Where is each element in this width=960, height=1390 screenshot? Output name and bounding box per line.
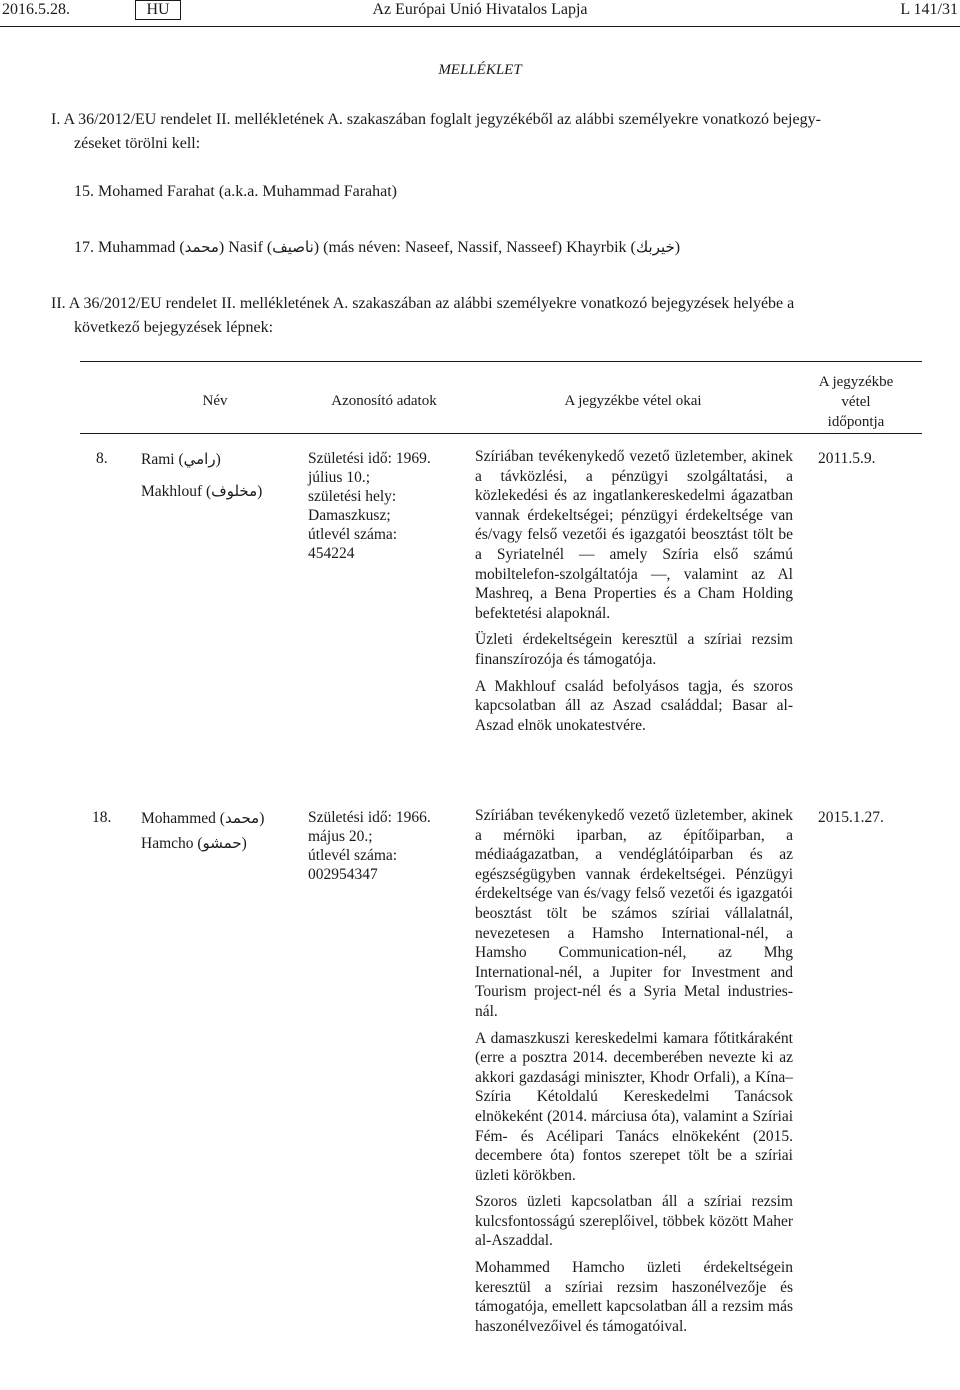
- surname-arabic: مخلوف: [211, 482, 258, 500]
- id-line: Születési idő: 1969.: [308, 450, 431, 467]
- reason-paragraph: Szoros üzleti kapcsolatban áll a szíriai rezsim kulcsfontosságú szereplőivel, többek között Maher al-Aszaddal.: [475, 1193, 793, 1250]
- table-header-rule: [80, 433, 922, 434]
- journal-title: Az Európai Unió Hivatalos Lapja: [372, 1, 588, 18]
- section1-line1: I. A 36/2012/EU rendelet II. mellékletének A. szakaszában foglalt jegyzékéből az alábbi személyekre vonatkozó bejegy-: [51, 111, 821, 128]
- item17-prefix: 17. Muhammad (: [74, 239, 185, 256]
- surname-paren: ): [257, 483, 263, 500]
- item17-mid1: ) Nasif (: [218, 239, 273, 256]
- item17-suffix: ): [674, 239, 681, 256]
- name-latin: Mohammed (: [141, 810, 225, 827]
- name-paren: ): [215, 451, 221, 468]
- name-arabic: رامي: [183, 450, 216, 468]
- id-line: útlevél száma:: [308, 847, 398, 864]
- entry-name: [141, 449, 291, 502]
- publication-date: 2016.5.28.: [2, 1, 70, 18]
- name-arabic: محمد: [224, 809, 260, 827]
- name-latin: Rami (: [141, 451, 184, 468]
- name-line1: [141, 808, 301, 833]
- surname-latin: Makhlouf (: [141, 483, 212, 500]
- annex-title: MELLÉKLET: [438, 62, 522, 78]
- surname-arabic: حمشو: [202, 834, 242, 852]
- table-top-rule: [80, 361, 922, 362]
- removed-item-17: [74, 237, 680, 258]
- item17-mid2: ) (más néven: Naseef, Nassif, Nasseef) Khayrbik (: [313, 239, 636, 256]
- reason-paragraph: Szíriában tevékenykedő vezető üzletember, akinek a távközlési, a pénzügyi szolgáltatási, a közlekedési és az ingatlankereskedelmi ágazatban vannak érdekeltségei; pénzügyi érdekeltsége van és/vagy felső vezetői és igazgatói beosztást tölt be a Syriatelnél — amely Szíria első számú mobiltelefon-szolgáltatója —, valamint az Al Mashreq, a Bena Properties és a Cham Holding befektetési alapoknál.: [475, 448, 793, 622]
- arabic-name-khayrbik: خيربك: [635, 238, 675, 256]
- name-line1: [141, 449, 291, 481]
- entry-identifiers: [308, 449, 468, 563]
- id-line: 002954347: [308, 866, 378, 883]
- surname-latin: Hamcho (: [141, 835, 203, 852]
- reason-paragraph: A damaszkuszi kereskedelmi kamara főtitkáraként (erre a posztra 2014. decemberében nevezte ki az akkori gazdasági miniszter, Khodr Orfali), a Kína–Szíria Kétoldalú Kereskedelmi Tanácsok elnökeként (2014. márciusa óta), valamint a Szíriai Fém- és Acélipari Tanács elnökeként (2015. decembere óta) fontos szerepet tölt be a szíriai üzleti körökben.: [475, 1029, 793, 1184]
- entry-reasons: [475, 447, 793, 742]
- date-header-line1: A jegyzékbe: [818, 374, 894, 390]
- name-line2: [141, 481, 291, 502]
- entry-reasons: [475, 806, 793, 1343]
- column-header-name: Név: [202, 393, 228, 409]
- listing-date: 2015.1.27.: [818, 809, 884, 826]
- reason-paragraph: A Makhlouf család befolyásos tagja, és szoros kapcsolatban áll az Aszad családdal; Basar al-Aszad elnök unokatestvére.: [475, 677, 793, 734]
- removed-item-15: 15. Mohamed Farahat (a.k.a. Muhammad Farahat): [74, 183, 398, 200]
- arabic-name-muhammad: محمد: [184, 238, 219, 256]
- section2-line1: II. A 36/2012/EU rendelet II. mellékletének A. szakaszában az alábbi személyekre vonatkozó bejegyzések helyébe a: [51, 295, 795, 312]
- id-line: útlevél száma:: [308, 526, 398, 543]
- section2-line2: következő bejegyzések lépnek:: [74, 319, 274, 336]
- id-line: Születési idő: 1966.: [308, 809, 431, 826]
- entry-identifiers: [308, 808, 468, 884]
- id-line: július 10.;: [308, 469, 371, 486]
- entry-name: [141, 808, 301, 854]
- language-badge: HU: [135, 0, 181, 20]
- section1-line2: zéseket törölni kell:: [74, 135, 201, 152]
- page-number: L 141/31: [900, 1, 958, 18]
- id-line: Damaszkusz;: [308, 507, 391, 524]
- column-header-reasons: A jegyzékbe vétel okai: [564, 393, 702, 409]
- date-header-line3: időpontja: [827, 414, 885, 430]
- id-line: születési hely:: [308, 488, 397, 505]
- date-header-line2: vétel: [841, 394, 871, 410]
- header-rule: [0, 26, 960, 27]
- listing-date: 2011.5.9.: [818, 450, 876, 467]
- reason-paragraph: Üzleti érdekeltségein keresztül a szíriai rezsim finanszírozója és támogatója.: [475, 631, 793, 668]
- arabic-name-nasif: ناصيف: [272, 238, 314, 256]
- row-number: 18.: [92, 809, 112, 826]
- reason-paragraph: Mohammed Hamcho üzleti érdekeltségein keresztül a szíriai rezsim haszonélvezője és támogatója, emellett kapcsolatban áll a rezsim más haszonélvezőivel és támogatóival.: [475, 1259, 793, 1335]
- id-line: május 20.;: [308, 828, 373, 845]
- reason-paragraph: Szíriában tevékenykedő vezető üzletember, akinek a mérnöki iparban, az építőiparban, a médiaágazatban, a vendéglátóiparban és az egészségügyben vannak érdekeltségei. Pénzügyi érdekeltsége van és/vagy felső vezetői és igazgatói beosztást tölt be számos szíriai vállalatnál, nevezetesen a Hamsho International-nél, a Hamsho Communication-nél, az Mhg International-nél, a Jupiter for Investment and Tourism project-nél és a Syria Metal industries-nál.: [475, 807, 793, 1020]
- id-line: 454224: [308, 545, 355, 562]
- column-header-id: Azonosító adatok: [331, 393, 437, 409]
- row-number: 8.: [96, 450, 108, 467]
- name-line2: [141, 833, 301, 854]
- column-header-date: [800, 372, 912, 432]
- page-header: [0, 0, 960, 22]
- surname-paren: ): [241, 835, 247, 852]
- name-paren: ): [259, 810, 265, 827]
